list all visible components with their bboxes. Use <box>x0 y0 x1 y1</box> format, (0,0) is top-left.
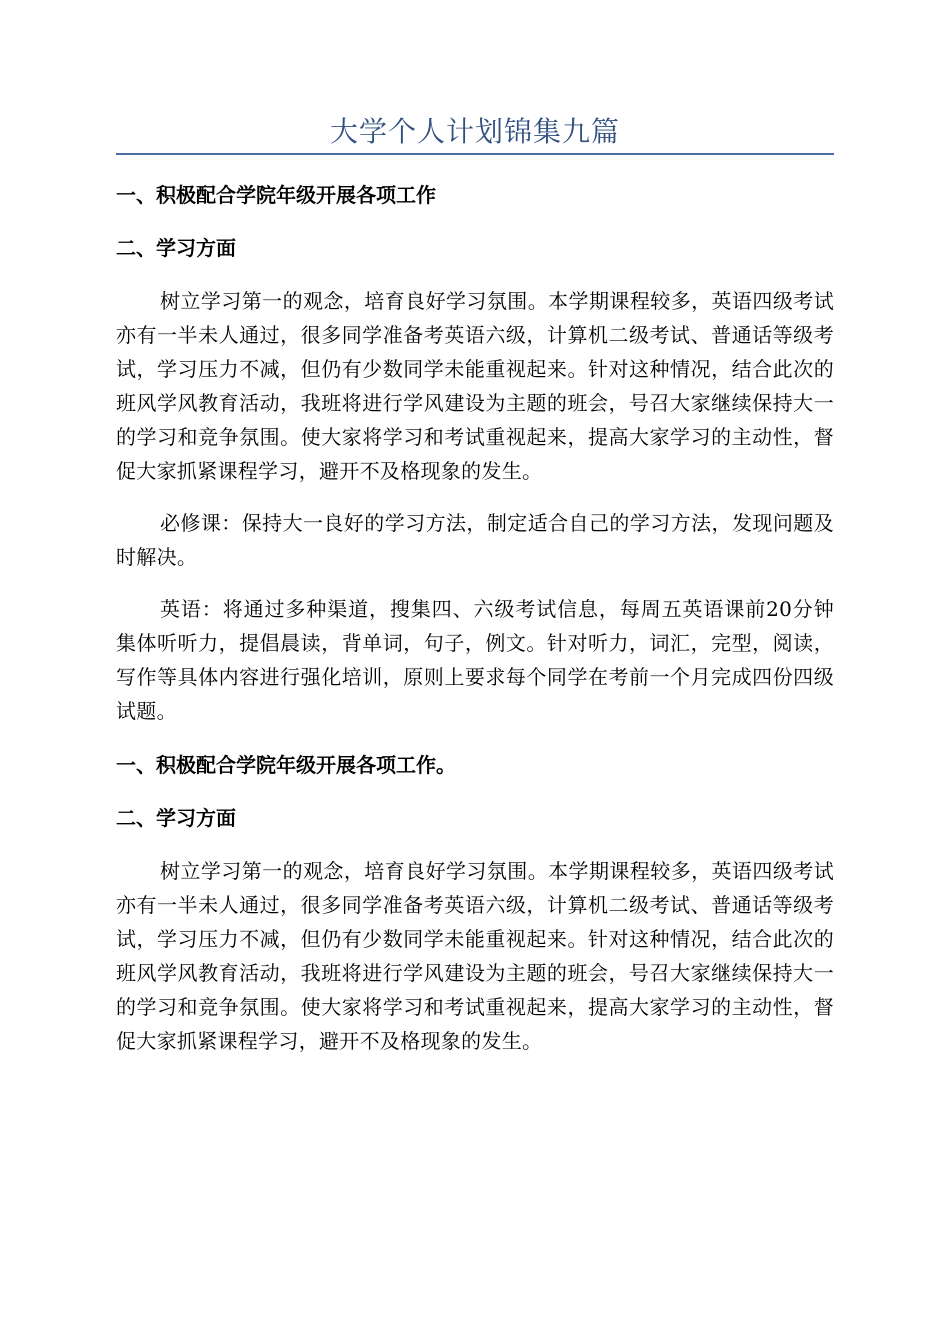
section-heading-study: 二、学习方面 <box>116 236 236 260</box>
title-underline <box>116 153 834 155</box>
paragraph-study-atmosphere-repeat: 树立学习第一的观念，培育良好学习氛围。本学期课程较多，英语四级考试亦有一半未人通过，很多同学准备考英语六级，计算机二级考试、普通话等级考试，学习压力不减，但仍有少数同学未能重视起来。针对这种情况，结合此次的班风学风教育活动，我班将进行学风建设为主题的班会，号召大家继续保持大一的学习和竞争氛围。使大家将学习和考试重视起来，提高大家学习的主动性，督促大家抓紧课程学习，避开不及格现象的发生。 <box>116 859 834 1053</box>
paragraph-required-courses: 必修课：保持大一良好的学习方法，制定适合自己的学习方法，发现问题及时解决。 <box>116 511 834 569</box>
section-heading-cooperate-repeat: 一、积极配合学院年级开展各项工作。 <box>116 753 456 777</box>
paragraph-study-atmosphere: 树立学习第一的观念，培育良好学习氛围。本学期课程较多，英语四级考试亦有一半未人通过，很多同学准备考英语六级，计算机二级考试、普通话等级考试，学习压力不减，但仍有少数同学未能重视起来。针对这种情况，结合此次的班风学风教育活动，我班将进行学风建设为主题的班会，号召大家继续保持大一的学习和竞争氛围。使大家将学习和考试重视起来，提高大家学习的主动性，督促大家抓紧课程学习，避开不及格现象的发生。 <box>116 289 834 483</box>
section-heading-study-repeat: 二、学习方面 <box>116 806 236 830</box>
document-title: 大学个人计划锦集九篇 <box>329 115 620 148</box>
document-body <box>116 178 834 1076</box>
section-heading-cooperate: 一、积极配合学院年级开展各项工作 <box>116 183 436 207</box>
paragraph-english: 英语：将通过多种渠道，搜集四、六级考试信息，每周五英语课前20分钟集体听听力，提倡晨读，背单词，句子，例文。针对听力，词汇，完型，阅读，写作等具体内容进行强化培训，原则上要求每个同学在考前一个月完成四份四级试题。 <box>116 597 834 723</box>
